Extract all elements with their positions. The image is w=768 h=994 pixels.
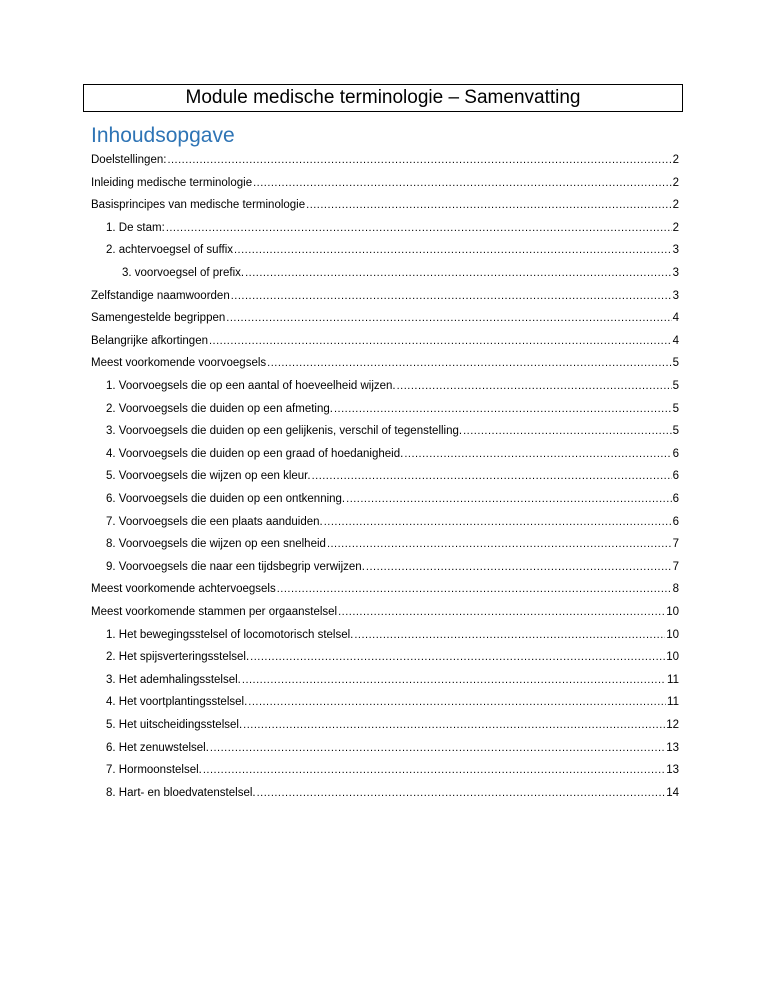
document-title: Module medische terminologie – Samenvatting xyxy=(83,84,683,112)
toc-entry-label: 3. voorvoegsel of prefix. xyxy=(122,267,245,279)
toc-dot-leader xyxy=(354,627,665,643)
toc-dot-leader xyxy=(334,401,672,417)
toc-entry-page-number: 8 xyxy=(672,583,679,596)
toc-dot-leader xyxy=(338,604,665,620)
toc-entry-label: 5. Voorvoegsels die wijzen op een kleur. xyxy=(106,470,311,483)
toc-dot-leader xyxy=(324,514,672,530)
toc-entry[interactable] xyxy=(106,401,679,417)
toc-entry[interactable] xyxy=(106,649,679,665)
toc-entry-page-number: 2 xyxy=(672,154,679,166)
toc-entry[interactable] xyxy=(106,242,679,258)
toc-entry-label: 2. Het spijsverteringsstelsel. xyxy=(106,651,250,664)
toc-entry-page-number: 6 xyxy=(672,515,679,528)
toc-entry-label: Basisprincipes van medische terminologie xyxy=(91,199,306,212)
toc-entry-label: 3. Voorvoegsels die duiden op een gelijkenis, verschil of tegenstelling. xyxy=(106,425,463,438)
toc-dot-leader xyxy=(210,740,665,756)
toc-entry-label: 7. Hormoonstelsel. xyxy=(106,764,202,777)
toc-dot-leader xyxy=(167,152,671,168)
toc-entry-page-number: 11 xyxy=(667,696,679,709)
toc-entry-page-number: 13 xyxy=(666,764,679,777)
toc-entry[interactable] xyxy=(91,152,679,168)
toc-entry[interactable] xyxy=(91,288,679,304)
toc-dot-leader xyxy=(234,242,672,258)
toc-dot-leader xyxy=(267,355,671,371)
toc-entry-label: 1. Voorvoegsels die op een aantal of hoeveelheid wijzen. xyxy=(106,380,396,392)
toc-entry-page-number: 10 xyxy=(666,628,679,641)
toc-entry-label: Inleiding medische terminologie xyxy=(91,176,253,189)
toc-entry-page-number: 4 xyxy=(672,312,679,325)
toc-dot-leader xyxy=(312,468,672,484)
toc-entry-label: 1. Het bewegingsstelsel of locomotorisch stelsel. xyxy=(106,628,354,641)
toc-entry-label: Meest voorkomende stammen per orgaanstelsel xyxy=(91,606,338,618)
toc-dot-leader xyxy=(306,197,671,213)
toc-entry-page-number: 5 xyxy=(672,357,679,370)
toc-entry-label: 9. Voorvoegsels die naar een tijdsbegrip verwijzen. xyxy=(106,560,365,573)
toc-entry-page-number: 3 xyxy=(672,267,679,279)
toc-entry-page-number: 6 xyxy=(672,447,679,460)
toc-entry-label: 2. Voorvoegsels die duiden op een afmeting. xyxy=(106,402,333,415)
toc-entry-label: Samengestelde begrippen xyxy=(91,312,226,325)
toc-heading: Inhoudsopgave xyxy=(91,124,235,147)
toc-entry-page-number: 5 xyxy=(672,380,679,392)
toc-dot-leader xyxy=(250,649,665,665)
toc-entry[interactable] xyxy=(106,491,679,507)
toc-dot-leader xyxy=(463,423,672,439)
toc-dot-leader xyxy=(209,333,672,349)
toc-entry[interactable] xyxy=(106,446,679,462)
toc-entry-page-number: 13 xyxy=(666,741,679,754)
toc-entry-label: 1. De stam: xyxy=(106,221,165,234)
toc-entry[interactable] xyxy=(122,265,679,281)
toc-entry[interactable] xyxy=(91,310,679,326)
toc-entry-page-number: 4 xyxy=(672,334,679,347)
toc-entry-page-number: 12 xyxy=(666,719,679,731)
toc-entry-label: 7. Voorvoegsels die een plaats aanduiden. xyxy=(106,515,323,528)
toc-entry[interactable] xyxy=(106,717,679,733)
toc-entry[interactable] xyxy=(106,694,679,710)
toc-entry-page-number: 14 xyxy=(666,786,679,799)
toc-entry-label: 2. achtervoegsel of suffix xyxy=(106,244,233,257)
toc-entry-page-number: 5 xyxy=(672,425,679,438)
toc-entry-page-number: 6 xyxy=(672,493,679,505)
toc-entry[interactable] xyxy=(106,378,679,394)
toc-entry[interactable] xyxy=(91,333,679,349)
toc-entry[interactable] xyxy=(106,220,679,236)
toc-entry[interactable] xyxy=(106,423,679,439)
toc-dot-leader xyxy=(253,175,672,191)
toc-entry[interactable] xyxy=(106,672,679,688)
toc-entry-label: 5. Het uitscheidingsstelsel. xyxy=(106,719,243,731)
toc-entry-label: Belangrijke afkortingen xyxy=(91,334,208,347)
toc-entry-page-number: 3 xyxy=(672,289,679,302)
toc-dot-leader xyxy=(277,581,672,597)
toc-dot-leader xyxy=(242,672,666,688)
toc-entry[interactable] xyxy=(91,197,679,213)
toc-dot-leader xyxy=(231,288,672,304)
toc-entry-label: Meest voorkomende voorvoegsels xyxy=(91,357,267,370)
toc-dot-leader xyxy=(257,785,666,801)
toc-entry-page-number: 5 xyxy=(672,402,679,415)
toc-dot-leader xyxy=(248,694,666,710)
toc-entry-label: Meest voorkomende achtervoegsels xyxy=(91,583,276,596)
toc-entry-page-number: 6 xyxy=(672,470,679,483)
toc-entry[interactable] xyxy=(91,175,679,191)
toc-entry-page-number: 2 xyxy=(672,221,679,234)
toc-entry-label: Zelfstandige naamwoorden xyxy=(91,289,230,302)
toc-dot-leader xyxy=(243,717,665,733)
toc-entry-page-number: 2 xyxy=(672,176,679,189)
toc-dot-leader xyxy=(404,446,671,462)
toc-dot-leader xyxy=(366,559,672,575)
toc-entry[interactable] xyxy=(106,762,679,778)
toc-entry-label: 4. Het voortplantingsstelsel. xyxy=(106,696,248,709)
toc-entry-page-number: 3 xyxy=(672,244,679,257)
toc-entry-page-number: 10 xyxy=(666,606,679,618)
toc-entry[interactable] xyxy=(106,627,679,643)
toc-dot-leader xyxy=(245,265,672,281)
toc-entry-page-number: 7 xyxy=(672,560,679,573)
toc-entry[interactable] xyxy=(106,536,679,552)
toc-entry[interactable] xyxy=(106,559,679,575)
toc-entry-label: 3. Het ademhalingsstelsel. xyxy=(106,673,241,686)
toc-dot-leader xyxy=(327,536,672,552)
toc-entry-label: 6. Voorvoegsels die duiden op een ontkenning. xyxy=(106,493,346,505)
toc-entry[interactable] xyxy=(106,514,679,530)
toc-entry[interactable] xyxy=(91,604,679,620)
toc-dot-leader xyxy=(226,310,671,326)
toc-dot-leader xyxy=(166,220,672,236)
toc-dot-leader xyxy=(346,491,671,507)
toc-entry-label: Doelstellingen: xyxy=(91,154,167,166)
toc-dot-leader xyxy=(397,378,672,394)
toc-entry-label: 8. Hart- en bloedvatenstelsel. xyxy=(106,786,256,799)
toc-entry[interactable] xyxy=(106,785,679,801)
toc-entry[interactable] xyxy=(91,355,679,371)
toc-entry-page-number: 2 xyxy=(672,199,679,212)
toc-entry[interactable] xyxy=(106,468,679,484)
toc-entry-label: 6. Het zenuwstelsel. xyxy=(106,741,209,754)
toc-entry-label: 8. Voorvoegsels die wijzen op een snelheid xyxy=(106,538,326,551)
toc-entry-page-number: 10 xyxy=(666,651,679,664)
toc-entry[interactable] xyxy=(91,581,679,597)
toc-dot-leader xyxy=(203,762,665,778)
toc-entry-label: 4. Voorvoegsels die duiden op een graad of hoedanigheid. xyxy=(106,447,404,460)
toc-entry-page-number: 11 xyxy=(667,673,679,686)
toc-entry-page-number: 7 xyxy=(672,538,679,551)
toc-entry[interactable] xyxy=(106,740,679,756)
